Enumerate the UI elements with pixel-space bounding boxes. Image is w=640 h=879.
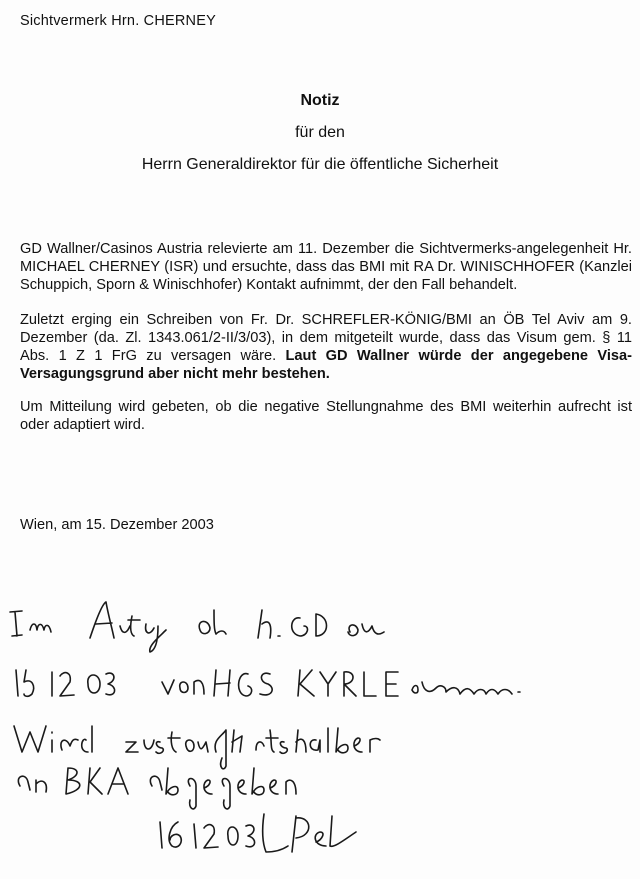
handwritten-note (0, 590, 640, 879)
body-paragraph-1: GD Wallner/Casinos Austria relevierte am 11. Dezember die Sichtvermerks-angelegenheit Hr. MICHAEL CHERNEY (ISR) und ersuchte, dass das BMI mit RA Dr. WINISCHHOFER (Kanzlei Schuppich, Sporn & Winischhofer) Kontakt aufnimmt, der den Fall behandelt. (20, 241, 632, 293)
handwriting-line-3 (14, 726, 380, 769)
handwriting-line-4 (18, 768, 296, 809)
body-paragraph-2-regular: Zuletzt erging ein Schreiben von Fr. Dr. SCHREFLER-KÖNIG/BMI an ÖB Tel Aviv am 9. Dezember (da. Zl. 1343.061/2-II/3/03), in dem mitgeteilt wurde, dass das Visum gem. § 11 Abs. 1 Z 1 FrG zu versagen wäre. (20, 312, 632, 364)
header-note-label: Sichtvermerk Hrn. CHERNEY (20, 13, 216, 29)
body-paragraph-2-bold: Laut GD Wallner würde der angegebene Visa-Versagungsgrund aber nicht mehr bestehen. (20, 348, 633, 382)
handwriting-drawing (0, 590, 640, 879)
body-paragraph-2 (20, 311, 632, 383)
handwriting-line-2 (16, 670, 520, 696)
body-paragraph-3: Um Mitteilung wird gebeten, ob die negative Stellungnahme des BMI weiterhin aufrecht ist oder adaptiert wird. (20, 399, 632, 433)
memo-subtitle: für den (295, 124, 345, 141)
handwriting-line-1 (10, 602, 384, 652)
memo-title: Notiz (300, 92, 340, 109)
place-date: Wien, am 15. Dezember 2003 (20, 517, 214, 533)
handwritten-signature (263, 814, 356, 852)
handwriting-date (160, 822, 255, 848)
memo-recipient: Herrn Generaldirektor für die öffentliche Sicherheit (141, 156, 499, 173)
